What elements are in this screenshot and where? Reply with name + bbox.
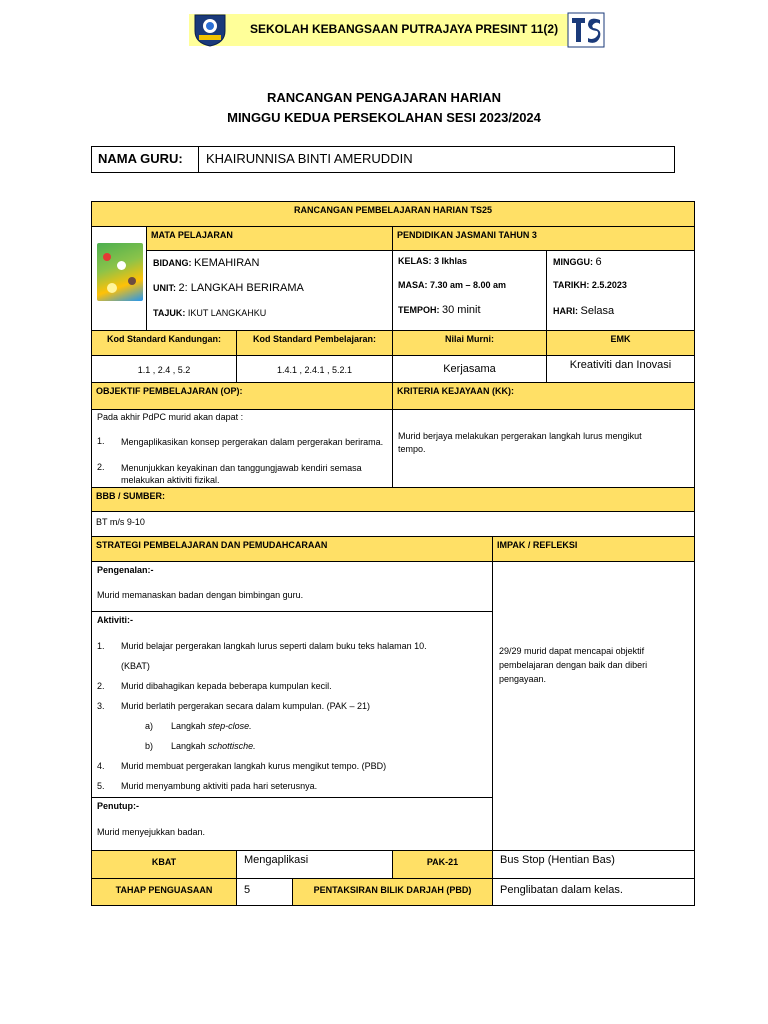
impak-text: 29/29 murid dapat mencapai objektif pembelajaran dengan baik dan diberi pengayaan. bbox=[499, 646, 648, 684]
page-subtitle: MINGGU KEDUA PERSEKOLAHAN SESI 2023/2024 bbox=[227, 110, 541, 125]
kbat-value: Mengaplikasi bbox=[236, 850, 393, 879]
minggu-label: MINGGU: bbox=[553, 257, 593, 267]
pak-value: Bus Stop (Hentian Bas) bbox=[492, 850, 695, 879]
op-label: OBJEKTIF PEMBELAJARAN (OP): bbox=[91, 382, 393, 410]
bbb-label: BBB / SUMBER: bbox=[91, 487, 695, 512]
ts25-logo-icon bbox=[567, 12, 605, 48]
impak-label: IMPAK / REFLEKSI bbox=[492, 536, 695, 562]
strategi-label: STRATEGI PEMBELAJARAN DAN PEMUDAHCARAAN bbox=[91, 536, 493, 562]
aktiviti-2-text: Murid dibahagikan kepada beberapa kumpulan kecil. bbox=[121, 681, 332, 691]
op-item-2-text: Menunjukkan keyakinan dan tanggungjawab kendiri semasa melakukan aktiviti fizikal. bbox=[121, 463, 362, 485]
tp-label: TAHAP PENGUASAAN bbox=[91, 878, 237, 906]
penutup-cell bbox=[91, 797, 493, 851]
aktiviti-4-num: 4. bbox=[97, 761, 105, 771]
aktiviti-2-num: 2. bbox=[97, 681, 105, 691]
ksk-label: Kod Standard Kandungan: bbox=[91, 330, 237, 356]
op-item-1-num: 1. bbox=[97, 436, 105, 446]
kelas-text: KELAS: 3 Ikhlas bbox=[398, 256, 468, 266]
tempoh-label: TEMPOH: bbox=[398, 305, 440, 315]
tarikh-text: TARIKH: 2.5.2023 bbox=[553, 280, 627, 290]
bidang-label: BIDANG: bbox=[153, 258, 192, 268]
nilai-label: Nilai Murni: bbox=[392, 330, 547, 356]
teacher-name-label: NAMA GURU: bbox=[91, 146, 199, 173]
pbd-value: Penglibatan dalam kelas. bbox=[492, 878, 695, 906]
aktiviti-5-num: 5. bbox=[97, 781, 105, 791]
tajuk-label: TAJUK: bbox=[153, 308, 186, 318]
minggu-row bbox=[553, 256, 602, 268]
tp-value: 5 bbox=[236, 878, 293, 906]
aktiviti-3-text: Murid berlatih pergerakan secara dalam kumpulan. (PAK – 21) bbox=[121, 701, 370, 711]
nilai-value: Kerjasama bbox=[392, 355, 547, 383]
kk-label: KRITERIA KEJAYAAN (KK): bbox=[392, 382, 695, 410]
teacher-name-value: KHAIRUNNISA BINTI AMERUDDIN bbox=[206, 151, 413, 166]
aktiviti-3a-num: a) bbox=[145, 721, 154, 731]
aktiviti-3a-row bbox=[171, 721, 252, 731]
penutup-label: Penutup:- bbox=[97, 801, 139, 811]
bbb-value: BT m/s 9-10 bbox=[91, 511, 695, 537]
tajuk-value: IKUT LANGKAHKU bbox=[187, 308, 267, 318]
masa-text: MASA: 7.30 am – 8.00 am bbox=[398, 280, 507, 290]
aktiviti-1-text: Murid belajar pergerakan langkah lurus seperti dalam buku teks halaman 10. bbox=[121, 641, 427, 651]
penutup-text: Murid menyejukkan badan. bbox=[97, 827, 206, 837]
ksp-value: 1.4.1 , 2.4.1 , 5.2.1 bbox=[236, 355, 393, 383]
op-intro: Pada akhir PdPC murid akan dapat : bbox=[97, 412, 244, 422]
kbat-label: KBAT bbox=[91, 850, 237, 879]
aktiviti-3b-prefix: Langkah bbox=[171, 741, 206, 751]
aktiviti-3b-italic: schottische. bbox=[208, 741, 256, 751]
hari-value: Selasa bbox=[580, 305, 615, 317]
emk-label: EMK bbox=[546, 330, 695, 356]
bidang-value: KEMAHIRAN bbox=[194, 257, 260, 269]
aktiviti-3b-row bbox=[171, 741, 256, 751]
op-item-1-text: Mengaplikasikan konsep pergerakan dalam pergerakan berirama. bbox=[121, 437, 384, 447]
op-item-2-num: 2. bbox=[97, 462, 105, 472]
emk-value: Kreativiti dan Inovasi bbox=[546, 355, 695, 383]
aktiviti-3b-num: b) bbox=[145, 741, 154, 751]
textbook-cover-icon bbox=[97, 243, 143, 301]
aktiviti-3a-italic: step-close. bbox=[208, 721, 252, 731]
hari-row bbox=[553, 305, 614, 317]
school-name: SEKOLAH KEBANGSAAN PUTRAJAYA PRESINT 11(2) bbox=[250, 22, 559, 36]
pbd-label: PENTAKSIRAN BILIK DARJAH (PBD) bbox=[292, 878, 493, 906]
bidang-row bbox=[153, 257, 259, 269]
aktiviti-4-text: Murid membuat pergerakan langkah kurus mengikut tempo. (PBD) bbox=[121, 761, 387, 771]
aktiviti-1-num: 1. bbox=[97, 641, 105, 651]
subject-label: MATA PELAJARAN bbox=[146, 226, 393, 251]
tempoh-value: 30 minit bbox=[442, 304, 481, 316]
rph-heading: RANCANGAN PEMBELAJARAN HARIAN TS25 bbox=[91, 201, 695, 227]
pengenalan-label: Pengenalan:- bbox=[97, 565, 154, 575]
subject-value: PENDIDIKAN JASMANI TAHUN 3 bbox=[392, 226, 695, 251]
pak-label: PAK-21 bbox=[392, 850, 493, 879]
ksk-value: 1.1 , 2.4 , 5.2 bbox=[91, 355, 237, 383]
unit-value: 2: LANGKAH BERIRAMA bbox=[178, 282, 304, 294]
ksp-label: Kod Standard Pembelajaran: bbox=[236, 330, 393, 356]
aktiviti-3a-prefix: Langkah bbox=[171, 721, 206, 731]
minggu-value: 6 bbox=[595, 256, 602, 268]
tajuk-row bbox=[153, 308, 266, 318]
unit-label: UNIT: bbox=[153, 283, 176, 293]
pengenalan-text: Murid memanaskan badan dengan bimbingan guru. bbox=[97, 590, 304, 600]
tempoh-row bbox=[398, 304, 481, 316]
page-title: RANCANGAN PENGAJARAN HARIAN bbox=[266, 90, 501, 105]
hari-label: HARI: bbox=[553, 306, 578, 316]
aktiviti-5-text: Murid menyambung aktiviti pada hari seterusnya. bbox=[121, 781, 318, 791]
impak-cell bbox=[492, 561, 695, 851]
unit-row bbox=[153, 282, 304, 294]
aktiviti-label: Aktiviti:- bbox=[97, 615, 133, 625]
aktiviti-1-tag: (KBAT) bbox=[121, 661, 150, 671]
kk-text: Murid berjaya melakukan pergerakan langkah lurus mengikut tempo. bbox=[398, 431, 642, 454]
school-crest-icon bbox=[191, 13, 229, 47]
aktiviti-3-num: 3. bbox=[97, 701, 105, 711]
